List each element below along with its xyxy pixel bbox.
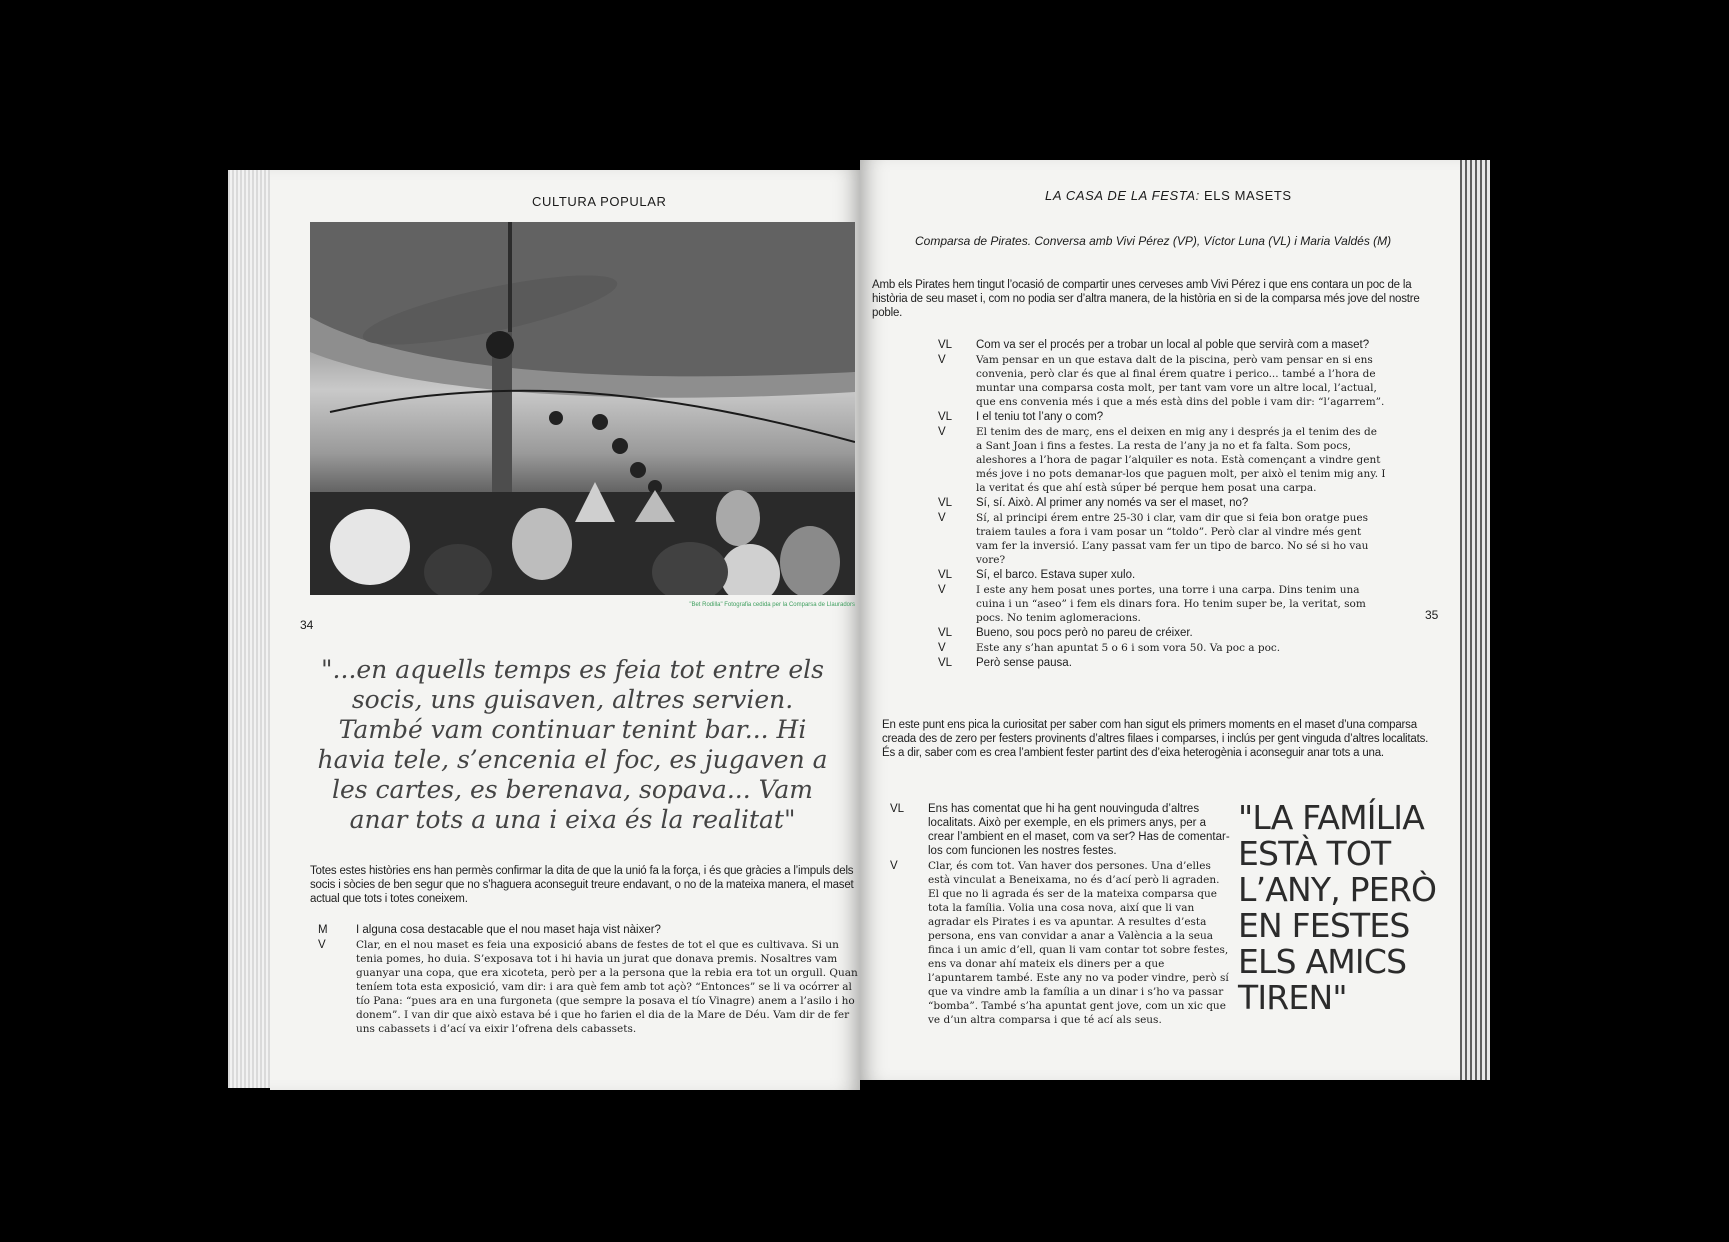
speaker-label: VL (890, 803, 905, 815)
dialogue-row (938, 353, 1386, 409)
dialogue-row (938, 568, 1386, 582)
speaker-label: M (318, 924, 328, 936)
dialogue-row (938, 410, 1386, 424)
dialogue-row (938, 583, 1386, 625)
right-dialogue-1 (938, 338, 1386, 671)
running-head-left: CULTURA POPULAR (532, 194, 667, 209)
dialogue-row (890, 859, 1230, 1027)
speaker-label: VL (938, 569, 953, 581)
speaker-label: VL (938, 657, 953, 669)
page-number-right: 35 (1425, 608, 1439, 622)
dialogue-row (890, 802, 1230, 858)
right-dialogue-2 (890, 802, 1230, 1028)
festival-photo (310, 222, 855, 595)
dialogue-text: Sí, al principi érem entre 25-30 i clar, vam dir que si feia bon oratge pues traiem taules a fora i vam posar un “toldo”. Però clar al vindre més gent vam fer la inversió. L’any passat vam fer un tipo de barco. No sé si ho vau vore? (976, 512, 1369, 566)
pull-quote: "...en aquells temps es feia tot entre els socis, uns guisaven, altres servien. També vam continuar tenint bar... Hi havia tele, s’encenia el foc, es jugaven a les cartes, es berenava, sopava... Vam anar tots a una i eixa és la realitat" (317, 655, 828, 834)
speaker-label: VL (938, 339, 953, 351)
dialogue-text: Clar, és com tot. Van haver dos persones. Una d’elles està vinculat a Beneixama, no és d’ací però li agraden. El que no li agrada és ser de la mateixa comparsa que tota la família. Volia una cosa nova, així que li van agradar els Pirates i es va apuntar. A resultes d’esta persona, ens van convidar a anar a València a la seua finca i un amic d’ell, quan li vam contar tot sobre festes, ens va donar ahí mateix els diners per a que l’apuntarem també. Este any no va poder vindre, però sí que va vindre amb la família a un dinar i s’ho va passar “bomba”. També s’ha apuntat gent jove, com un xic que ve d’un altra comparsa i que té ací als seus. (928, 860, 1229, 1026)
dialogue-row (938, 496, 1386, 510)
dialogue-row (938, 338, 1386, 352)
dialogue-row (318, 938, 858, 1036)
dialogue-text: I este any hem posat unes portes, una torre i una carpa. Dins tenim una cuina i un “aseo” i fem els dinars fora. Ho tenim super be, la veritat, som pocs. No tenim aglomeracions. (976, 584, 1366, 624)
speaker-label: V (938, 584, 946, 596)
page-number-left: 34 (300, 618, 314, 632)
dialogue-text: Ens has comentat que hi ha gent nouvinguda d’altres localitats. Això per exemple, en els primers anys, per a crear l’ambient en el maset, com va ser? Has de comentar-los com funcionen les nostres festes. (928, 803, 1230, 857)
dialogue-text: Com va ser el procés per a trobar un local al poble que servirà com a maset? (976, 339, 1370, 351)
running-head-right (1045, 188, 1292, 203)
highlight-quote: "LA FAMÍLIA ESTÀ TOT L’ANY, PERÒ EN FESTES ELS AMICS TIREN" (1238, 798, 1437, 1017)
dialogue-text: I alguna cosa destacable que el nou maset haja vist nàixer? (356, 924, 661, 936)
photo-illustration (310, 222, 855, 595)
dialogue-row (938, 511, 1386, 567)
speaker-label: VL (938, 627, 953, 639)
dialogue-row (938, 641, 1386, 655)
right-intro-paragraph: Amb els Pirates hem tingut l’ocasió de compartir unes cerveses amb Vivi Pérez i que ens contara un poc de la història de seu maset i, com no podia ser d’altra manera, de la història en si de la comparsa més jove del nostre poble. (872, 279, 1420, 319)
right-middle-paragraph: En este punt ens pica la curiositat per saber com han sigut els primers moments en el maset d’una comparsa creada des de zero per festers provinents d’altres filaes i comparses, i inclús per gent vinguda d’altres localitats. És a dir, saber com es crea l’ambient fester partint des d’eixa heterogènia i aconseguir anar tots a una. (882, 719, 1429, 759)
speaker-label: V (938, 354, 946, 366)
running-head-italic: LA CASA DE LA FESTA: (1045, 188, 1200, 203)
dialogue-text: Clar, en el nou maset es feia una exposició abans de festes de tot el que es cultivava. Si un tenia pomes, ho duia. S’exposava tot i hi havia un jurat que donava premis. Nosaltres vam guanyar una copa, que era xicoteta, però per a la persona que la rebia era tot un orgull. Quan teníem tota esta exposició, vam dir: i ara què fem amb tot açò? “Entonces” se li va ocórrer al tío Pana: “pues ara en una furgoneta (que sempre la posava el tío Vinagre) anem a l’asilo i ho donem”. I van dir que això estava bé i que ho farien el dia de la Mare de Déu. Vam dir de fer uns cabassets i d’ací va eixir l’ofrena dels cabassets. (356, 939, 858, 1035)
dialogue-row (938, 425, 1386, 495)
dialogue-row (938, 656, 1386, 670)
speaker-label: V (938, 512, 946, 524)
dialogue-text: Sí, sí. Això. Al primer any només va ser el maset, no? (976, 497, 1249, 509)
left-intro-paragraph: Totes estes històries ens han permès confirmar la dita de que la unió fa la força, i és que gràcies a l’impuls dels socis i sòcies de ben segur que no s’haguera aconseguit treure endavant, o no de la mateixa manera, el maset actual que tots i totes coneixem. (310, 865, 854, 905)
dialogue-row (318, 923, 858, 937)
speaker-label: V (938, 426, 946, 438)
speaker-label: V (890, 860, 898, 872)
right-page (860, 160, 1460, 1080)
running-head-rest: ELS MASETS (1199, 188, 1292, 203)
dialogue-text: Vam pensar en un que estava dalt de la piscina, però vam pensar en si ens convenia, però clar és que al final érem quatre i perico... també a l’hora de muntar una comparsa costa molt, per tant vam vore un altre local, l’actual, que ens convenia més i que a més està dins del poble i vam dir: “l’agarrem”. (976, 354, 1385, 408)
left-dialogue (318, 923, 858, 1037)
dialogue-text: Este any s’han apuntat 5 o 6 i som vora 50. Va poc a poc. (976, 642, 1281, 654)
speaker-label: VL (938, 497, 953, 509)
dialogue-text: Bueno, sou pocs però no pareu de créixer. (976, 627, 1193, 639)
left-page (270, 170, 860, 1090)
interview-subtitle: Comparsa de Pirates. Conversa amb Vivi Pérez (VP), Víctor Luna (VL) i Maria Valdés (M) (915, 234, 1392, 248)
dialogue-row (938, 626, 1386, 640)
dialogue-text: Però sense pausa. (976, 657, 1072, 669)
speaker-label: VL (938, 411, 953, 423)
speaker-label: V (318, 939, 326, 951)
photo-caption: "Bet Rodilla" Fotografia cedida per la Comparsa de Llauradors (689, 602, 855, 608)
dialogue-text: El tenim des de març, ens el deixen en mig any i després ja el tenim des de a Sant Joan i fins a festes. La resta de l’any ja no et fa falta. Som pocs, aleshores a l’hora de pagar l’alquiler es nota. Està començant a vindre gent més jove i no pots demanar-los que paguen molt, per això el tenim mig any. I la veritat és que ahí està súper bé perque hem posat una carpa. (976, 426, 1386, 494)
speaker-label: V (938, 642, 946, 654)
dialogue-text: I el teniu tot l’any o com? (976, 411, 1104, 423)
dialogue-text: Sí, el barco. Estava super xulo. (976, 569, 1136, 581)
